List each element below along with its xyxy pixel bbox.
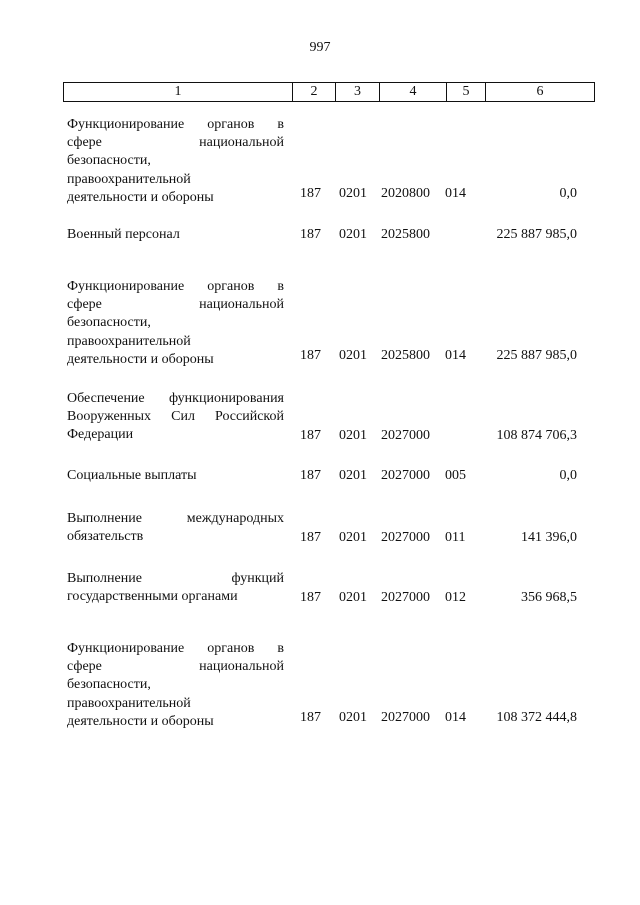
cell-col2: 187: [300, 185, 321, 201]
cell-col5: 014: [445, 347, 466, 363]
cell-col5: 012: [445, 589, 466, 605]
cell-col3: 0201: [339, 226, 367, 242]
cell-col6: 108 874 706,3: [496, 427, 577, 443]
row-name-line: деятельности и обороны: [67, 713, 214, 729]
cell-col4: 2027000: [381, 529, 430, 545]
column-header-1: 1: [64, 83, 293, 102]
cell-col4: 2025800: [381, 226, 430, 242]
cell-col6: 108 372 444,8: [496, 709, 577, 725]
row-name-line: Федерации: [67, 427, 134, 443]
cell-col6: 141 396,0: [521, 529, 577, 545]
row-name-line: безопасности,: [67, 315, 151, 331]
cell-col6: 225 887 985,0: [496, 226, 577, 242]
row-name-line: правоохранительной: [67, 695, 191, 711]
cell-col3: 0201: [339, 185, 367, 201]
cell-col2: 187: [300, 709, 321, 725]
column-header-5: 5: [447, 83, 486, 102]
cell-col3: 0201: [339, 529, 367, 545]
table-row: [0, 640, 640, 727]
row-name-line: безопасности,: [67, 677, 151, 693]
cell-col4: 2020800: [381, 185, 430, 201]
row-name: [67, 278, 284, 369]
table-row: [0, 390, 640, 445]
cell-col6: 0,0: [559, 185, 577, 201]
cell-col4: 2027000: [381, 709, 430, 725]
row-name-line: сфере национальной: [67, 297, 284, 313]
cell-col2: 187: [300, 347, 321, 363]
row-name-line: деятельности и обороны: [67, 189, 214, 205]
column-header-2: 2: [293, 83, 336, 102]
row-name-line: Функционирование органов в: [67, 641, 284, 656]
cell-col3: 0201: [339, 347, 367, 363]
cell-col2: 187: [300, 589, 321, 605]
row-name: [67, 226, 284, 244]
row-name: [67, 510, 284, 546]
table-row: [0, 510, 640, 547]
row-name-line: государственными органами: [67, 589, 238, 605]
column-header-row: [63, 82, 595, 102]
cell-col5: 014: [445, 709, 466, 725]
row-name-line: Социальные выплаты: [67, 468, 197, 483]
row-name: [67, 640, 284, 731]
row-name-line: деятельности и обороны: [67, 351, 214, 367]
column-header-4: 4: [380, 83, 447, 102]
cell-col3: 0201: [339, 589, 367, 605]
column-header-6: 6: [486, 83, 595, 102]
cell-col3: 0201: [339, 709, 367, 725]
row-name-line: Функционирование органов в: [67, 117, 284, 132]
cell-col5: 014: [445, 185, 466, 201]
row-name: [67, 570, 284, 606]
cell-col5: 005: [445, 467, 466, 483]
cell-col4: 2027000: [381, 467, 430, 483]
row-name: [67, 467, 284, 485]
row-name-line: Функционирование органов в: [67, 279, 284, 294]
table-row: [0, 226, 640, 244]
row-name-line: сфере национальной: [67, 135, 284, 151]
column-header-3: 3: [336, 83, 380, 102]
row-name: [67, 116, 284, 207]
table-row: [0, 278, 640, 365]
row-name-line: Выполнение функций: [67, 571, 284, 586]
row-name-line: правоохранительной: [67, 171, 191, 187]
row-name-line: безопасности,: [67, 153, 151, 169]
row-name: [67, 390, 284, 445]
cell-col4: 2027000: [381, 427, 430, 443]
cell-col2: 187: [300, 226, 321, 242]
row-name-line: обязательств: [67, 529, 144, 545]
cell-col5: 011: [445, 529, 466, 545]
row-name-line: Военный персонал: [67, 227, 180, 242]
cell-col4: 2027000: [381, 589, 430, 605]
cell-col6: 356 968,5: [521, 589, 577, 605]
table-row: [0, 467, 640, 485]
row-name-line: Вооруженных Сил Российской: [67, 409, 284, 425]
row-name-line: Обеспечение функционирования: [67, 391, 284, 406]
row-name-line: правоохранительной: [67, 333, 191, 349]
cell-col3: 0201: [339, 467, 367, 483]
table-row: [0, 570, 640, 607]
row-name-line: сфере национальной: [67, 659, 284, 675]
cell-col3: 0201: [339, 427, 367, 443]
cell-col4: 2025800: [381, 347, 430, 363]
cell-col6: 0,0: [559, 467, 577, 483]
cell-col6: 225 887 985,0: [496, 347, 577, 363]
cell-col2: 187: [300, 529, 321, 545]
cell-col2: 187: [300, 427, 321, 443]
page-number: 997: [309, 40, 331, 55]
cell-col2: 187: [300, 467, 321, 483]
row-name-line: Выполнение международных: [67, 511, 284, 526]
table-row: [0, 116, 640, 203]
